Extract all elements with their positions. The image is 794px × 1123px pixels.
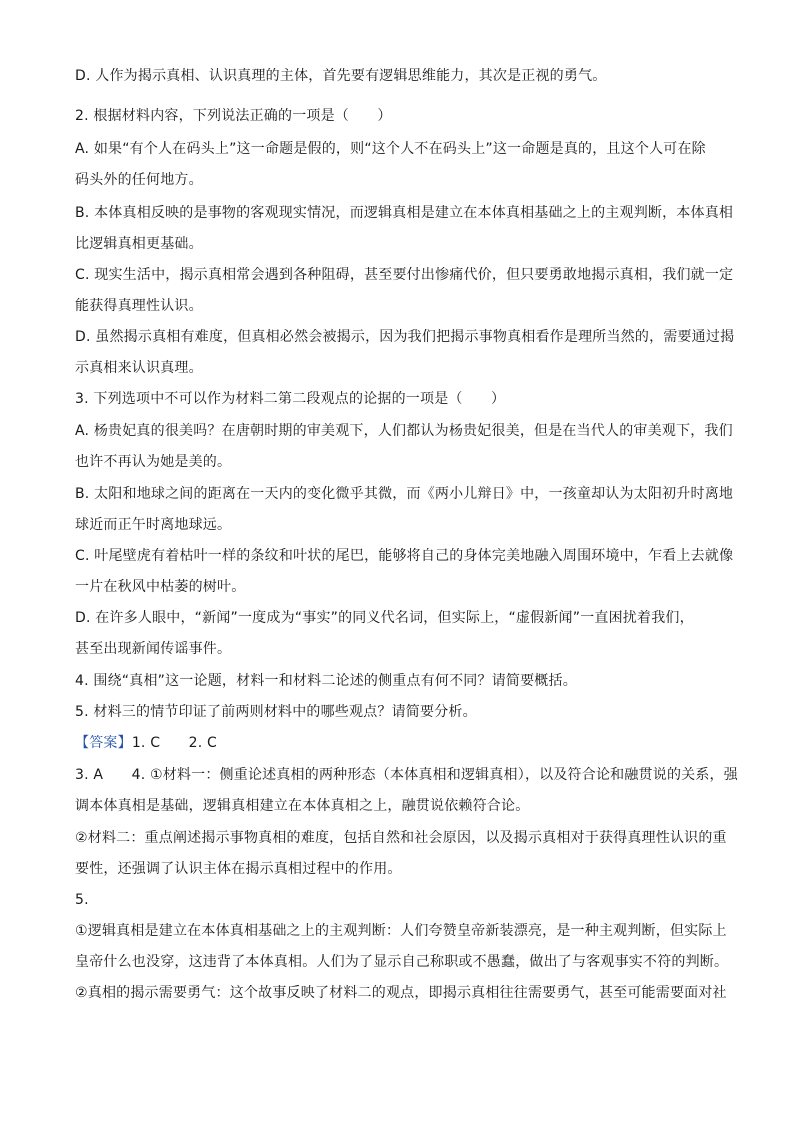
q2-option-a: A. 如果“有个人在码头上”这一命题是假的，则“这个人不在码头上”这一命题是真的，且这个人可在除 (75, 141, 706, 157)
q3-option-c-cont: 一片在秋风中枯萎的树叶。 (75, 579, 246, 595)
answer-tag: 【答案】 (75, 735, 132, 751)
question-4: 4. 围绕“真相”这一论题，材料一和材料二论述的侧重点有何不同？请简要概括。 (75, 673, 577, 689)
answer-line-9: ②真相的揭示需要勇气：这个故事反映了材料二的观点，即揭示真相往往需要勇气，甚至可能需要面对社 (75, 985, 727, 1001)
question-5: 5. 材料三的情节印证了前两则材料中的哪些观点？请简要分析。 (75, 704, 477, 720)
q2-option-c: C. 现实生活中，揭示真相常会遇到各种阻碍，甚至要付出惨痛代价，但只要勇敢地揭示真相，我们就一定 (75, 267, 734, 283)
answer-line-7: ①逻辑真相是建立在本体真相基础之上的主观判断：人们夸赞皇帝新装漂亮，是一种主观判断，但实际上 (75, 923, 727, 939)
q3-option-d: D. 在许多人眼中，“新闻”一度成为“事实”的同义代名词，但实际上，“虚假新闻”一直困扰着我们， (75, 610, 694, 626)
answer-line-8: 皇帝什么也没穿，这违背了本体真相。人们为了显示自己称职或不愚蠢，做出了与客观事实不符的判断。 (75, 954, 729, 970)
q3-option-a: A. 杨贵妃真的很美吗？在唐朝时期的审美观下，人们都认为杨贵妃很美，但是在当代人的审美观下，我们 (75, 423, 733, 439)
q3-option-a-cont: 也许不再认为她是美的。 (75, 454, 232, 470)
q2-option-b-cont: 比逻辑真相更基础。 (75, 236, 203, 252)
q3-option-d-cont: 甚至出现新闻传谣事件。 (75, 641, 232, 657)
question-2: 2. 根据材料内容，下列说法正确的一项是（ ） (75, 108, 392, 124)
answer-line-2: 3. A 4. ①材料一：侧重论述真相的两种形态（本体真相和逻辑真相），以及符合论和融贯说的关系，强 (75, 767, 738, 783)
q2-option-c-cont: 能获得真理性认识。 (75, 298, 203, 314)
q3-option-b-cont: 球近而正午时离地球远。 (75, 517, 232, 533)
answer-1-2: 1. C 2. C (131, 735, 217, 751)
q2-option-b: B. 本体真相反映的是事物的客观现实情况，而逻辑真相是建立在本体真相基础之上的主观判断，本体真相 (75, 205, 734, 221)
q2-option-d: D. 虽然揭示真相有难度，但真相必然会被揭示，因为我们把揭示事物真相看作是理所当然的，需要通过揭 (75, 329, 735, 345)
answer-line-3: 调本体真相是基础，逻辑真相建立在本体真相之上，融贯说依赖符合论。 (75, 798, 530, 814)
question-3: 3. 下列选项中不可以作为材料二第二段观点的论据的一项是（ ） (75, 391, 506, 407)
q3-option-c: C. 叶尾壁虎有着枯叶一样的条纹和叶状的尾巴，能够将自己的身体完美地融入周围环境中，乍看上去就像 (75, 548, 734, 564)
q3-option-b: B. 太阳和地球之间的距离在一天内的变化微乎其微，而《两小儿辩日》中，一孩童却认为太阳初升时离地 (75, 486, 734, 502)
q2-option-a-cont: 码头外的任何地方。 (75, 172, 203, 188)
answer-line-5: 要性，还强调了认识主体在揭示真相过程中的作用。 (75, 861, 402, 877)
answer-line-4: ②材料二：重点阐述揭示事物真相的难度，包括自然和社会原因，以及揭示真相对于获得真理性认识的重 (75, 830, 727, 846)
answer-line-6: 5. (75, 892, 89, 908)
q2-option-d-cont: 示真相来认识真理。 (75, 360, 203, 376)
answer-line-1 (75, 734, 725, 752)
option-d-q1: D. 人作为揭示真相、认识真理的主体，首先要有逻辑思维能力，其次是正视的勇气。 (75, 68, 607, 84)
